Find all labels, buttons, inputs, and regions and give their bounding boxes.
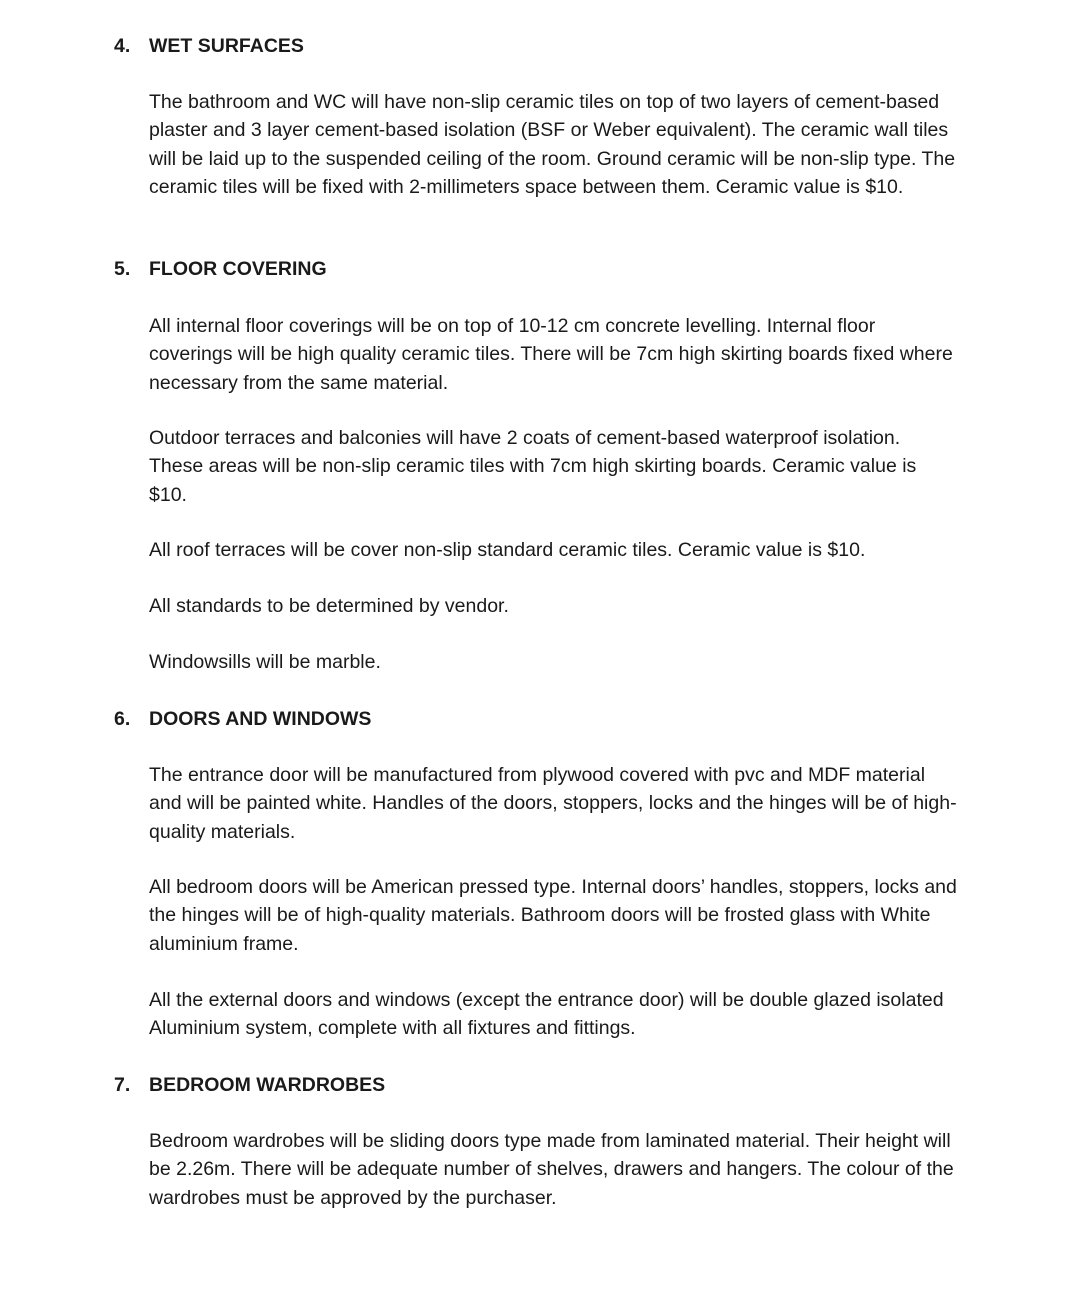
- section-6-heading: [114, 707, 371, 731]
- section-7-heading: [114, 1073, 385, 1097]
- section-number: 7.: [114, 1074, 131, 1096]
- section-title: BEDROOM WARDROBES: [149, 1074, 386, 1096]
- section-title: FLOOR COVERING: [149, 258, 327, 280]
- paragraph: All bedroom doors will be American pressed type. Internal doors’ handles, stoppers, locks and the hinges will be of high-quality materials. Bathroom doors will be frosted glass with White aluminium frame.: [149, 876, 957, 955]
- section-5-heading: [114, 257, 327, 281]
- paragraph: Outdoor terraces and balconies will have 2 coats of cement-based waterproof isolation. These areas will be non-slip ceramic tiles with 7cm high skirting boards. Ceramic value is $10.: [149, 427, 917, 506]
- section-title: DOORS AND WINDOWS: [149, 708, 372, 730]
- paragraph: All the external doors and windows (except the entrance door) will be double glazed isolated Aluminium system, complete with all fixtures and fittings.: [149, 989, 944, 1040]
- paragraph: The entrance door will be manufactured from plywood covered with pvc and MDF material and will be painted white. Handles of the doors, stoppers, locks and the hinges will be of high-quality materials.: [149, 764, 957, 843]
- paragraph: Windowsills will be marble.: [149, 651, 381, 673]
- section-title: WET SURFACES: [149, 35, 304, 57]
- section-number: 5.: [114, 258, 131, 280]
- paragraph: The bathroom and WC will have non-slip ceramic tiles on top of two layers of cement-based plaster and 3 layer cement-based isolation (BSF or Weber equivalent). The ceramic wall tiles will be laid up to the suspended ceiling of the room. Ground ceramic will be non-slip type. The ceramic tiles will be fixed with 2-millimeters space between them. Ceramic value is $10.: [149, 91, 956, 198]
- paragraph: Bedroom wardrobes will be sliding doors type made from laminated material. Their height will be 2.26m. There will be adequate number of shelves, drawers and hangers. The colour of the wardrobes must be approved by the purchaser.: [149, 1130, 954, 1209]
- section-4-heading: [114, 34, 304, 58]
- paragraph: All internal floor coverings will be on top of 10-12 cm concrete levelling. Internal floor coverings will be high quality ceramic tiles. There will be 7cm high skirting boards fixed where necessary from the same material.: [149, 315, 953, 394]
- section-number: 4.: [114, 35, 131, 57]
- section-number: 6.: [114, 708, 131, 730]
- paragraph: All standards to be determined by vendor.: [149, 595, 509, 617]
- paragraph: All roof terraces will be cover non-slip standard ceramic tiles. Ceramic value is $10.: [149, 539, 866, 561]
